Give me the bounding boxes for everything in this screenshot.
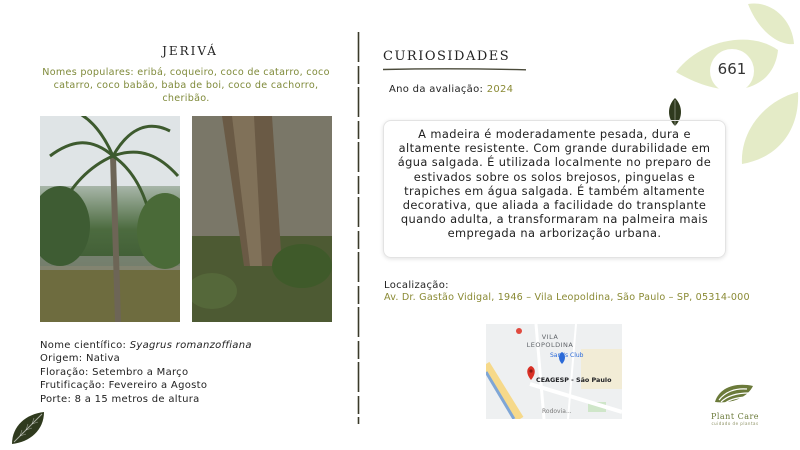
plant-care-logo-icon <box>713 380 757 406</box>
curiosities-card: A madeira é moderadamente pesada, dura e altamente resistente. Com grande durabilidade em água salgada. É utilizada localmente no preparo de estivados sobre os solos brejosos, pinguelas e trapiches em água salgada. É também altamente decorativa, que aliada a facilidade do transplante quando adulta, a transformaram na palmeira mais empregada na arborização urbana. <box>383 120 726 258</box>
evaluation-year: Ano da avaliação: 2024 <box>389 84 514 95</box>
year-value: 2024 <box>486 84 514 95</box>
plant-facts <box>40 339 252 406</box>
palm-trunk-photo <box>192 116 332 322</box>
column-divider <box>357 32 360 424</box>
plant-title: JERIVÁ <box>162 44 218 58</box>
location-label: Localização: <box>384 280 449 291</box>
popular-names: Nomes populares: eribá, coqueiro, coco de catarro, coco catarro, coco babão, baba de boi, coco de cachorro, cheribão. <box>42 67 330 104</box>
palm-tree-photo <box>40 116 180 322</box>
plant-number: 661 <box>717 60 747 78</box>
map-club-label: Sam's Club <box>550 352 584 359</box>
leaf-icon <box>8 408 48 448</box>
brand-name: Plant Care <box>710 412 760 421</box>
brand-tagline: cuidado de plantas <box>711 421 759 426</box>
location-map[interactable] <box>486 324 622 419</box>
location-address: Av. Dr. Gastão Vidigal, 1946 – Vila Leopoldina, São Paulo – SP, 05314-000 <box>384 292 750 303</box>
origin-row: Origem: Nativa <box>40 353 121 365</box>
scientific-name: Syagrus romanzoffiana <box>129 340 252 351</box>
map-pin-label: CEAGESP - São Paulo <box>536 376 612 384</box>
map-road-label: Rodovia... <box>542 408 572 415</box>
title-underline <box>383 68 526 71</box>
plant-care-logo <box>700 380 770 426</box>
map-district-label: VILA LEOPOLDINA <box>526 333 574 349</box>
size-row: Porte: 8 a 15 metros de altura <box>40 393 200 405</box>
curiosities-title: CURIOSIDADES <box>383 49 511 64</box>
fruiting-row: Frutificação: Fevereiro a Agosto <box>40 380 208 392</box>
flowering-row: Floração: Setembro a Março <box>40 366 189 378</box>
scientific-name-row: Nome científico: Syagrus romanzoffiana <box>40 340 252 351</box>
